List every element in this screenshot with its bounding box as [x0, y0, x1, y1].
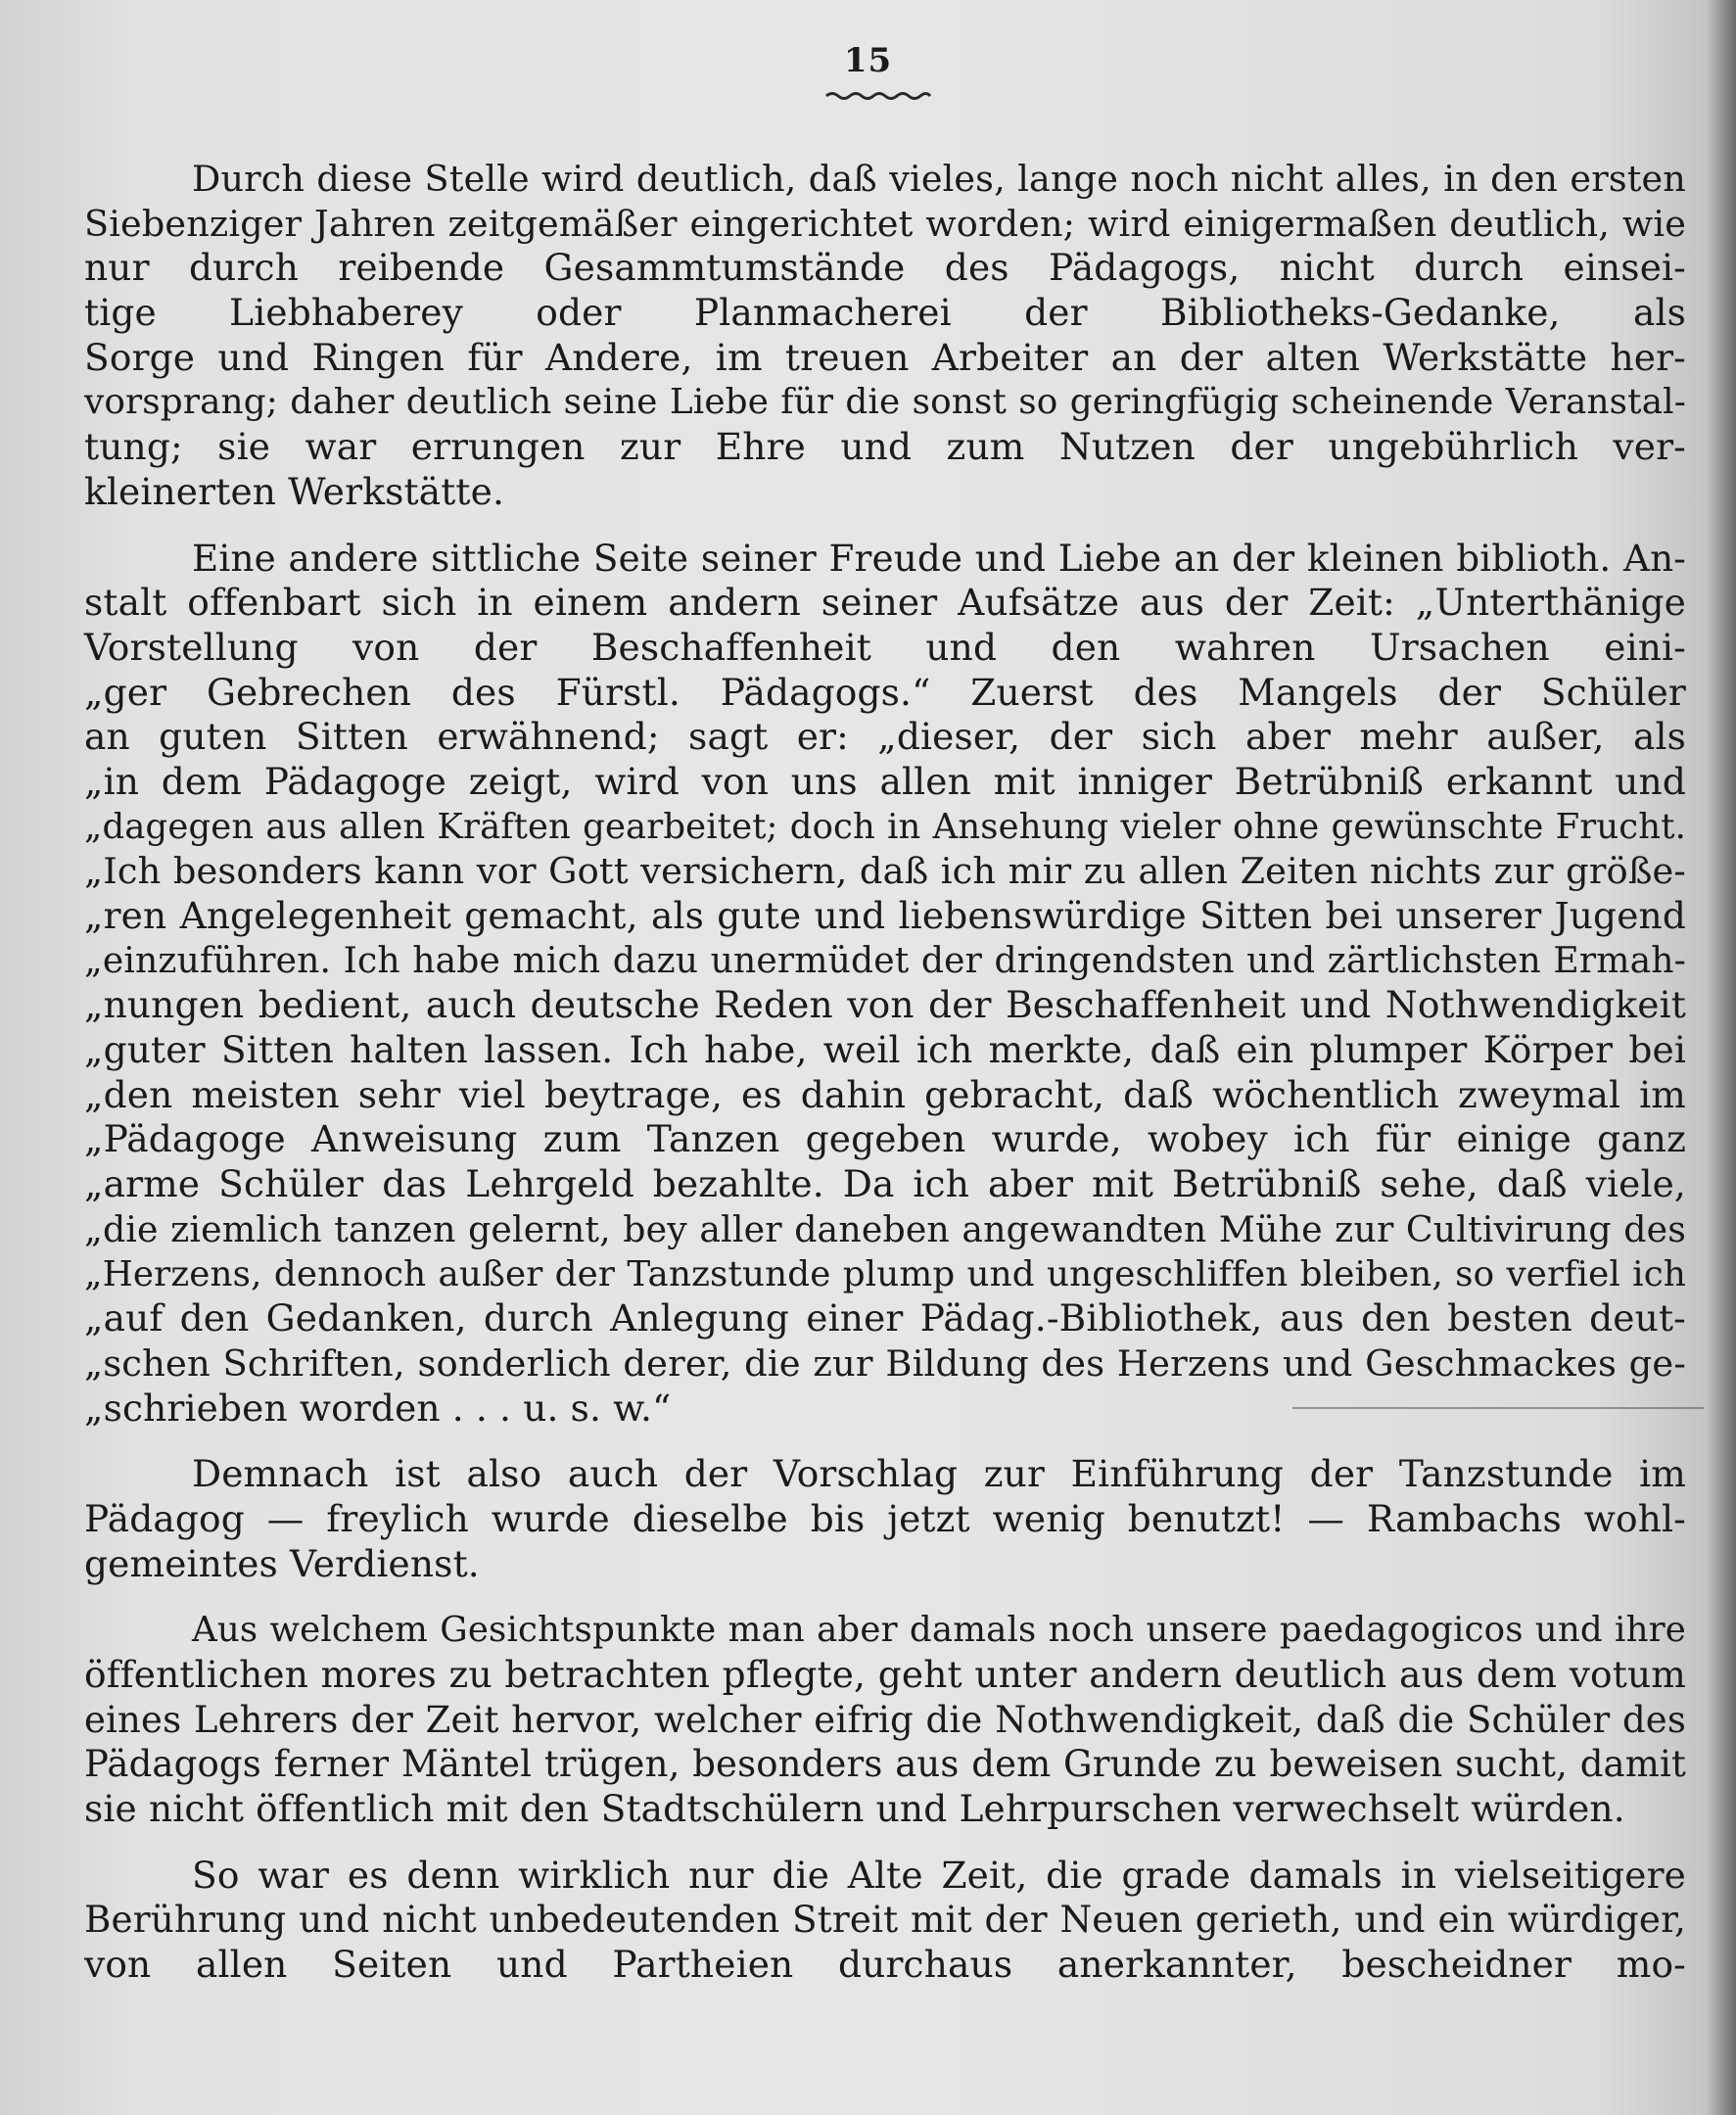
text-line: „einzuführen. Ich habe mich dazu unermüdet der dringendsten und zärtlichsten Ermah- — [84, 939, 1686, 981]
page-number: 15 — [843, 41, 893, 80]
text-line: „guter Sitten halten lassen. Ich habe, weil ich merkte, daß ein plumper Körper bei — [84, 1028, 1686, 1072]
text-line: „Ich besonders kann vor Gott versichern, daß ich mir zu allen Zeiten nichts zur größe- — [84, 850, 1686, 893]
paragraph-3 — [84, 1452, 1686, 1586]
text-line: „schrieben worden . . . u. s. w.“ — [84, 1386, 672, 1430]
text-line: vorsprang; daher deutlich seine Liebe für die sonst so geringfügig scheinende Veranstal- — [84, 382, 1686, 423]
text-line: „ger Gebrechen des Fürstl. Pädagogs.“ Zuerst des Mangels der Schüler — [84, 670, 1686, 714]
text-line: tung; sie war errungen zur Ehre und zum Nutzen der ungebührlich ver- — [84, 425, 1686, 469]
text-line: Vorstellung von der Beschaffenheit und den wahren Ursachen eini- — [84, 625, 1686, 669]
text-line: „auf den Gedanken, durch Anlegung einer Pädag.-Bibliothek, aus den besten deut- — [84, 1296, 1686, 1340]
text-line: „in dem Pädagoge zeigt, wird von uns allen mit inniger Betrübniß erkannt und — [84, 759, 1686, 803]
text-line: „nungen bedient, auch deutsche Reden von der Beschaffenheit und Nothwendigkeit — [84, 983, 1686, 1027]
text-line: Pädagog — freylich wurde dieselbe bis jetzt wenig benutzt! — Rambachs wohl- — [84, 1496, 1686, 1540]
text-line: „Herzens, dennoch außer der Tanzstunde plump und ungeschliffen bleiben, so verfiel ich — [84, 1253, 1686, 1294]
text-line: Sorge und Ringen für Andere, im treuen Arbeiter an der alten Werkstätte her- — [84, 335, 1686, 379]
text-line: an guten Sitten erwähnend; sagt er: „dieser, der sich aber mehr außer, als — [84, 715, 1686, 759]
text-line: Siebenziger Jahren zeitgemäßer eingerichtet worden; wird einigermaßen deutlich, wie — [84, 202, 1686, 245]
text-line: Eine andere sittliche Seite seiner Freude und Liebe an der kleinen biblioth. An- — [192, 536, 1686, 580]
text-line: Durch diese Stelle wird deutlich, daß vieles, lange noch nicht alles, in den ersten — [192, 158, 1686, 200]
text-line: sie nicht öffentlich mit den Stadtschülern und Lehrpurschen verwechselt würden. — [84, 1787, 1625, 1831]
paragraph-4 — [84, 1608, 1686, 1831]
text-line: „ren Angelegenheit gemacht, als gute und liebenswürdige Sitten bei unserer Jugend — [84, 894, 1686, 937]
text-line: öffentlichen mores zu betrachten pflegte, geht unter andern deutlich aus dem votum — [84, 1653, 1686, 1696]
text-line: „arme Schüler das Lehrgeld bezahlte. Da ich aber mit Betrübniß sehe, daß viele, — [84, 1162, 1686, 1206]
text-line: „Pädagoge Anweisung zum Tanzen gegeben wurde, wobey ich für einige ganz — [84, 1117, 1686, 1161]
text-line: eines Lehrers der Zeit hervor, welcher eifrig die Nothwendigkeit, daß die Schüler des — [84, 1698, 1686, 1741]
text-line: nur durch reibende Gesammtumstände des Pädagogs, nicht durch einsei- — [84, 246, 1686, 290]
paragraph-5 — [84, 1854, 1686, 1988]
bleed-through-rule — [1292, 1407, 1704, 1409]
text-line: Demnach ist also auch der Vorschlag zur Einführung der Tanzstunde im — [192, 1452, 1686, 1496]
text-line: „schen Schriften, sonderlich derer, die zur Bildung des Herzens und Geschmackes ge- — [84, 1341, 1686, 1385]
body-text — [84, 157, 1686, 1988]
text-line: Berührung und nicht unbedeutenden Streit mit der Neuen gerieth, und ein würdiger, — [84, 1898, 1686, 1942]
paragraph-1 — [84, 157, 1686, 515]
paragraph-2 — [84, 537, 1686, 1432]
text-line: kleinerten Werkstätte. — [84, 469, 505, 513]
text-line: stalt offenbart sich in einem andern seiner Aufsätze aus der Zeit: „Unterthänige — [84, 581, 1686, 625]
text-line: „die ziemlich tanzen gelernt, bey aller daneben angewandten Mühe zur Cultivirung des — [84, 1207, 1686, 1250]
text-line: So war es denn wirklich nur die Alte Zeit, die grade damals in vielseitigere — [192, 1853, 1686, 1897]
text-line: Pädagogs ferner Mäntel trügen, besonders aus dem Grunde zu beweisen sucht, damit — [84, 1743, 1686, 1786]
page-edge-shadow — [1707, 0, 1736, 2115]
text-line: von allen Seiten und Partheien durchaus anerkannter, bescheidner mo- — [84, 1943, 1686, 1987]
text-line: gemeintes Verdienst. — [84, 1541, 480, 1585]
header-ornament — [824, 90, 932, 100]
text-line: „den meisten sehr viel beytrage, es dahin gebracht, daß wöchentlich zweymal im — [84, 1072, 1686, 1116]
text-line: Aus welchem Gesichtspunkte man aber damals noch unsere paedagogicos und ihre — [192, 1610, 1686, 1651]
text-line: tige Liebhaberey oder Planmacherei der Bibliotheks-Gedanke, als — [84, 291, 1686, 335]
text-line: „dagegen aus allen Kräften gearbeitet; doch in Ansehung vieler ohne gewünschte Frucht. — [84, 806, 1686, 847]
